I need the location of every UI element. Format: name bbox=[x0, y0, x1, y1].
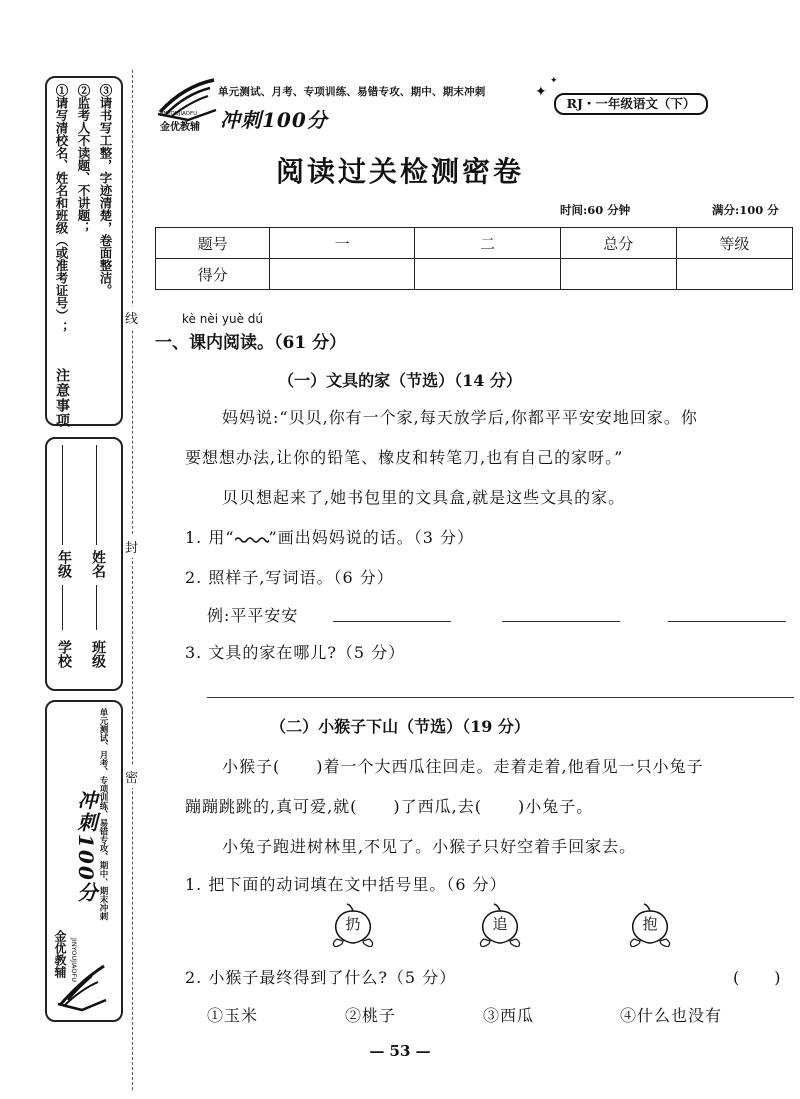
passage-text: 蹦蹦跳跳的,真可爱,就( )了西瓜,去( )小兔子。 bbox=[185, 797, 594, 816]
score-input-cell[interactable] bbox=[676, 259, 792, 290]
passage-title: （一）文具的家（节选）（14 分） bbox=[278, 371, 522, 390]
answer-line[interactable] bbox=[207, 697, 794, 698]
table-cell: 等级 bbox=[676, 228, 792, 259]
brand-slogan: 冲刺100分 bbox=[220, 108, 328, 132]
grade-field-line bbox=[62, 585, 63, 630]
side-brand-name: 金优教辅 bbox=[53, 930, 67, 978]
question-1 bbox=[185, 525, 474, 548]
score-input-cell[interactable] bbox=[560, 259, 676, 290]
passage-text: 妈妈说:“贝贝,你有一个家,每天放学后,你都平平安安地回家。你 bbox=[222, 408, 698, 427]
side-book-logo-icon bbox=[52, 960, 112, 1012]
table-cell: 得分 bbox=[156, 259, 270, 290]
option-1: ①玉米 bbox=[207, 1006, 259, 1025]
example-word: 例:平平安安 bbox=[207, 606, 299, 625]
school-field-line bbox=[62, 445, 63, 545]
table-cell: 二 bbox=[415, 228, 560, 259]
brand-tagline: 单元测试、月考、专项训练、易错专攻、期中、期末冲刺 bbox=[218, 86, 486, 98]
option-3: ③西瓜 bbox=[483, 1006, 535, 1025]
section-heading: 一、课内阅读。（61 分） bbox=[155, 333, 347, 353]
table-cell: 题号 bbox=[156, 228, 270, 259]
sparkle-small-icon: ✦ bbox=[550, 76, 558, 86]
answer-line[interactable] bbox=[502, 621, 620, 622]
notice-item-2: ②监考人不读题、不讲题； bbox=[76, 84, 91, 234]
passage-text: 贝贝想起来了,她书包里的文具盒,就是这些文具的家。 bbox=[222, 488, 626, 507]
cut-line bbox=[132, 70, 133, 1090]
question-1: 1. 把下面的动词填在文中括号里。（6 分） bbox=[185, 875, 507, 894]
option-2: ②桃子 bbox=[345, 1006, 397, 1025]
class-label: 班级 bbox=[90, 640, 106, 668]
class-field-line bbox=[96, 585, 97, 630]
table-row bbox=[156, 228, 793, 259]
answer-line[interactable] bbox=[668, 621, 786, 622]
cut-mark-secret: 密 bbox=[125, 765, 138, 788]
verb-text: 抱 bbox=[642, 915, 658, 933]
passage-text: 小兔子跑进树林里,不见了。小猴子只好空着手回家去。 bbox=[222, 837, 637, 856]
section-pinyin: kè nèi yuè dú bbox=[182, 312, 263, 326]
passage-title: （二）小猴子下山（节选）（19 分） bbox=[270, 717, 530, 736]
notice-label: 注意事项 bbox=[54, 368, 70, 428]
verb-text: 扔 bbox=[345, 915, 361, 933]
passage-text: 小猴子( )着一个大西瓜往回走。走着走着,他看见一只小兔子 bbox=[222, 757, 704, 776]
side-brand-slogan: 冲刺100分 bbox=[74, 790, 98, 904]
notice-item-3: ③请书写工整，字迹清楚，卷面整洁。 bbox=[98, 84, 113, 297]
verb-peach bbox=[476, 903, 524, 947]
verb-peach bbox=[329, 903, 377, 947]
verb-text: 追 bbox=[492, 915, 508, 933]
cut-mark-seal: 封 bbox=[125, 535, 138, 558]
brand-pinyin: JINYOUJIAOFU bbox=[160, 111, 198, 117]
score-table bbox=[155, 227, 793, 290]
question-text: 1. 用“ bbox=[185, 528, 235, 547]
answer-bracket[interactable]: ( ) bbox=[733, 968, 782, 987]
answer-line[interactable] bbox=[333, 621, 451, 622]
name-label: 姓名 bbox=[90, 550, 106, 578]
option-4: ④什么也没有 bbox=[620, 1006, 723, 1025]
verb-peach bbox=[626, 903, 674, 947]
score-input-cell[interactable] bbox=[270, 259, 415, 290]
grade-subject-badge: RJ・一年级语文（下） bbox=[554, 93, 708, 115]
name-field-line bbox=[96, 445, 97, 545]
side-brand-pinyin: JINYOUJIAOFU bbox=[70, 938, 78, 982]
question-3: 3. 文具的家在哪儿?（5 分） bbox=[185, 643, 406, 662]
question-2: 2. 照样子,写词语。（6 分） bbox=[185, 568, 394, 587]
table-cell: 总分 bbox=[560, 228, 676, 259]
question-text: ”画出妈妈说的话。（3 分） bbox=[268, 528, 474, 547]
notice-item-1: ①请写清校名、姓名和班级（或准考证号）； bbox=[54, 84, 69, 334]
passage-text: 要想想办法,让你的铅笔、橡皮和转笔刀,也有自己的家呀。” bbox=[185, 448, 624, 467]
exam-full-score: 满分:100 分 bbox=[712, 203, 779, 217]
exam-title: 阅读过关检测密卷 bbox=[275, 155, 524, 188]
table-row bbox=[156, 259, 793, 290]
table-cell: 一 bbox=[270, 228, 415, 259]
class-field[interactable] bbox=[86, 445, 110, 680]
page-number: — 53 — bbox=[369, 1042, 431, 1060]
question-2: 2. 小猴子最终得到了什么?（5 分） bbox=[185, 968, 457, 987]
school-field[interactable] bbox=[52, 445, 76, 680]
school-label: 学校 bbox=[56, 640, 72, 668]
sparkle-icon: ✦ bbox=[535, 84, 547, 100]
brand-name: 金优教辅 bbox=[160, 122, 200, 133]
grade-label: 年级 bbox=[56, 550, 72, 578]
wavy-underline-icon bbox=[235, 535, 269, 545]
side-brand-tagline: 单元测试、月考、专项训练、易错专攻、期中、期末冲刺 bbox=[98, 708, 108, 921]
exam-time: 时间:60 分钟 bbox=[560, 203, 631, 217]
score-input-cell[interactable] bbox=[415, 259, 560, 290]
cut-mark-line: 线 bbox=[125, 306, 138, 329]
